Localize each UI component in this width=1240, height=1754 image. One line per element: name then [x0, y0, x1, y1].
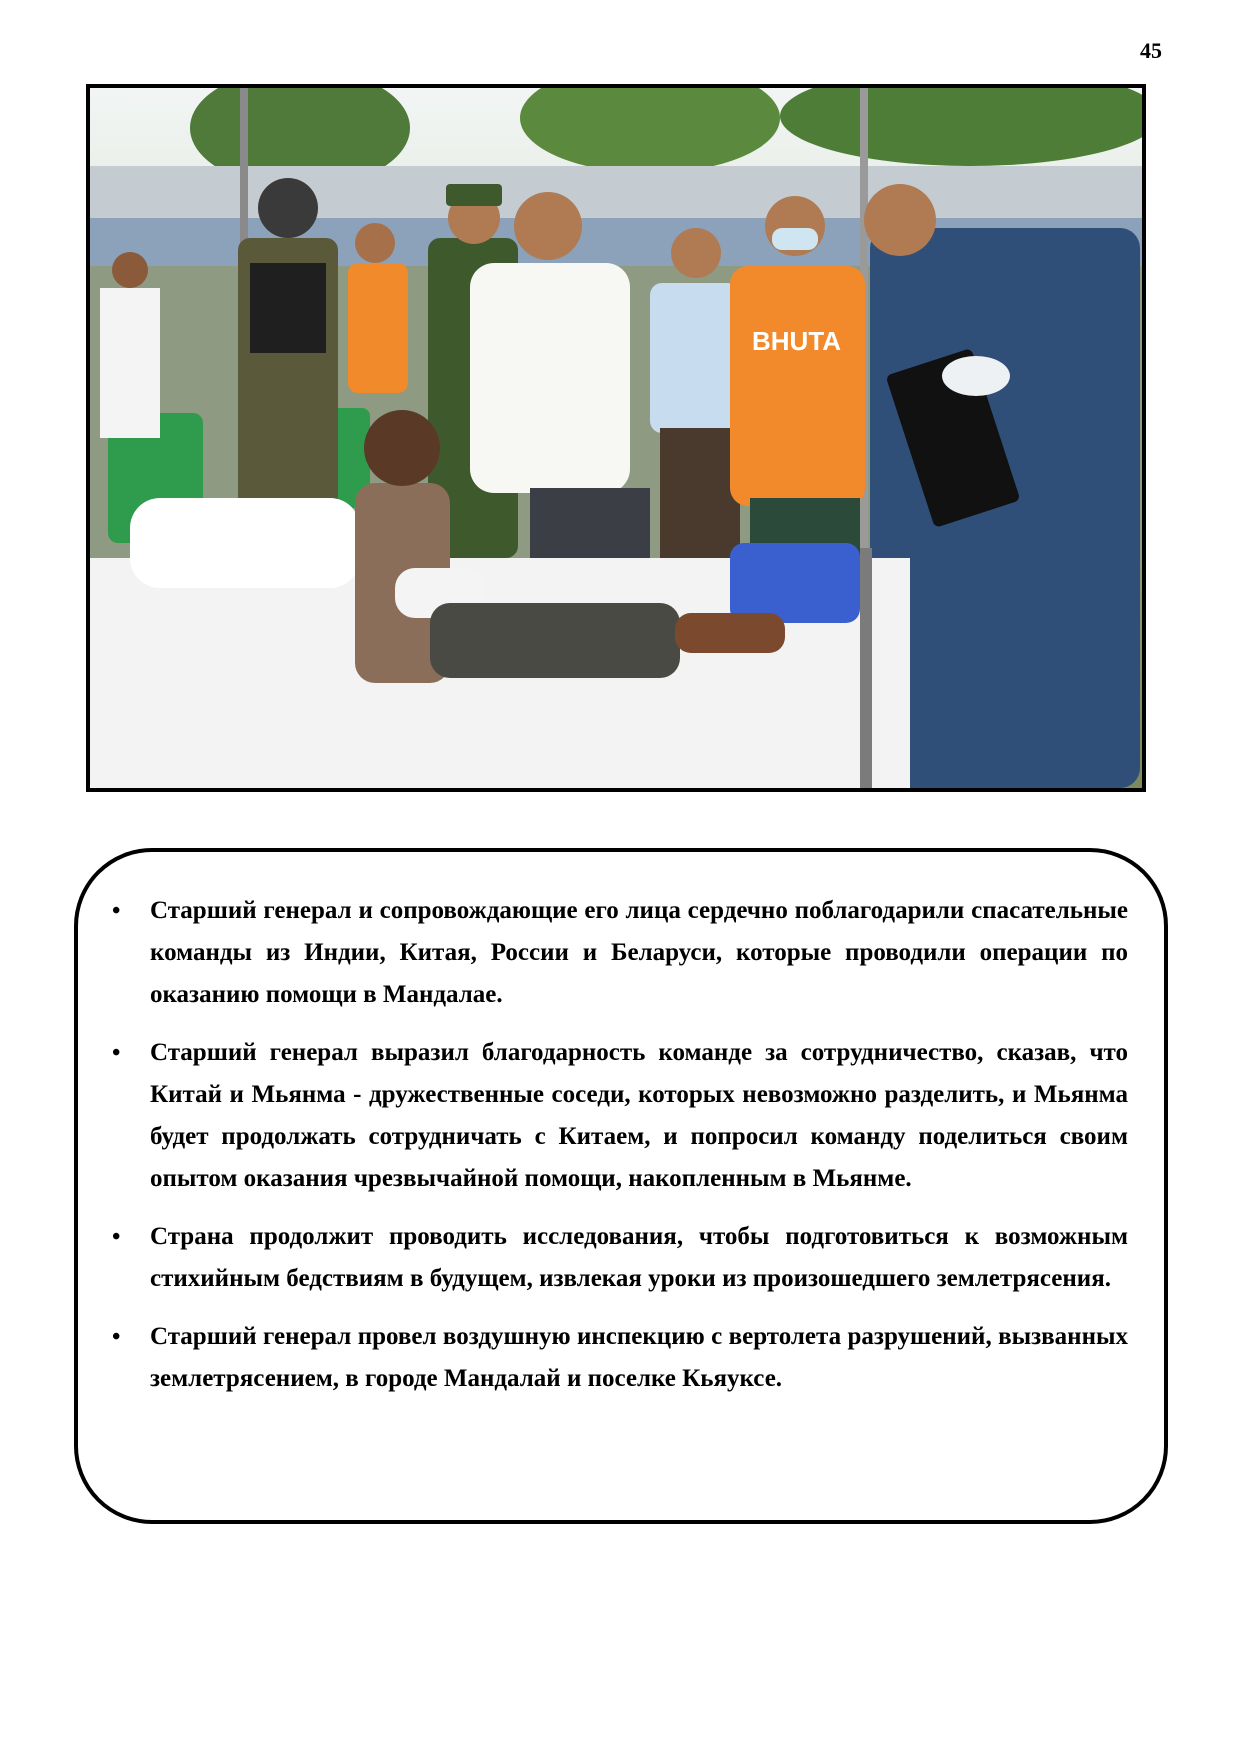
text-box: [74, 848, 1168, 1524]
officer-cap: [446, 184, 502, 206]
brown-trousers: [660, 428, 740, 558]
boy-feet: [675, 613, 785, 653]
boy-trousers: [430, 603, 680, 678]
person-head: [671, 228, 721, 278]
bed-rail: [860, 548, 872, 788]
doctor-scrubs: [870, 228, 1140, 788]
photo-illustration: [90, 88, 1142, 788]
pillow: [130, 498, 360, 588]
tactical-vest: [250, 263, 326, 353]
white-jacket-man: [470, 263, 630, 493]
rescuer-orange-shirt: [730, 266, 865, 506]
bullet-item: • Старший генерал провел воздушную инспекцию с вертолета разрушений, вызванных землетрясением, в городе Мандалай и поселке Кьяуксе.: [150, 1316, 1128, 1400]
tree-right: [780, 88, 1142, 166]
bullet-item: • Страна продолжит проводить исследования, чтобы подготовиться к возможным стихийным бедствиям в будущем, извлекая уроки из произошедшего землетрясения.: [150, 1216, 1128, 1300]
news-photo: [86, 84, 1146, 792]
glove-hand: [942, 356, 1010, 396]
blue-blanket: [730, 543, 860, 623]
tree-center: [520, 88, 780, 173]
orange-shirt-left: [348, 263, 408, 393]
doctor-head: [864, 184, 936, 256]
person-head: [355, 223, 395, 263]
bullet-item: • Старший генерал выразил благодарность команде за сотрудничество, сказав, что Китай и Мьянма - дружественные соседи, которых невозможно разделить, и Мьянма будет продолжать сотрудничать с Китаем, и попросил команду поделиться своим опытом оказания чрезвычайной помощи, накопленным в Мьянме.: [150, 1032, 1128, 1200]
soldier-helmet: [258, 178, 318, 238]
person-head: [112, 252, 148, 288]
boy-head: [364, 410, 440, 486]
page-number: 45: [1140, 38, 1162, 63]
shirt-print: BHUTA: [752, 326, 842, 356]
bullet-list: [78, 852, 1164, 1400]
bullet-item: • Старший генерал и сопровождающие его лица сердечно поблагодарили спасательные команды из Индии, Китая, России и Беларуси, которые проводили операции по оказанию помощи в Мандалае.: [150, 890, 1128, 1016]
man-head: [514, 192, 582, 260]
light-blue-shirt-man: [650, 283, 740, 433]
person-white-shirt: [100, 288, 160, 438]
face-mask: [772, 228, 818, 250]
